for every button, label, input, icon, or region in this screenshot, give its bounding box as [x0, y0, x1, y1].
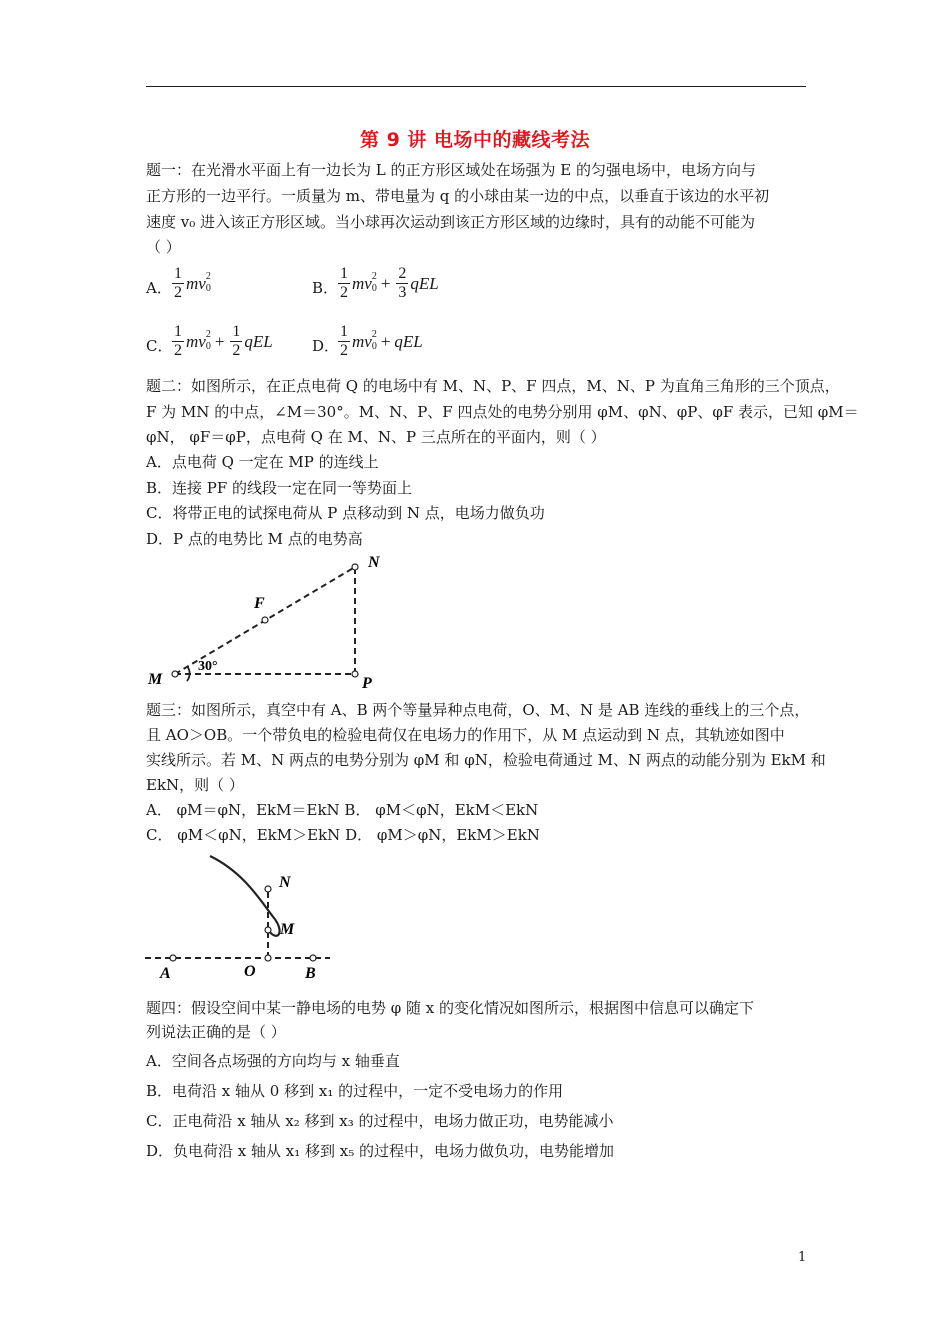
q1-line-3: 速度 v₀ 进入该正方形区域。当小球再次运动到该正方形区域的边缘时，具有的动能不可能为	[146, 213, 756, 231]
q2-option-a: A．点电荷 Q 一定在 MP 的连线上	[146, 453, 379, 471]
point-n	[265, 886, 271, 892]
q1-line-4: （ ）	[146, 238, 181, 256]
q4-line-2: 列说法正确的是（ ）	[146, 1023, 286, 1041]
q1-option-c-label: C．	[146, 337, 173, 355]
q3-options-ab: A． φM＝φN，EkM＝EkN B． φM＜φN，EkM＜EkN	[146, 801, 539, 819]
triangle-figure	[140, 550, 400, 690]
q3-line-2: 且 AO＞OB。一个带负电的检验电荷仅在电场力的作用下，从 M 点运动到 N 点，其轨迹如图中	[146, 726, 785, 744]
q3-line-1: 题三：如图所示，真空中有 A、B 两个等量异种点电荷，O、M、N 是 AB 连线的垂线上的三个点，	[146, 701, 810, 719]
label-n: N	[279, 874, 291, 891]
point-o	[265, 955, 271, 961]
point-f	[262, 617, 268, 623]
angle-label: 30°	[198, 659, 218, 674]
q2-option-d: D．P 点的电势比 M 点的电势高	[146, 530, 363, 548]
point-p	[352, 671, 358, 677]
header-rule	[146, 86, 806, 87]
label-o: O	[244, 963, 256, 980]
label-m: M	[148, 671, 163, 688]
point-m	[172, 671, 178, 677]
label-p: P	[362, 675, 372, 690]
label-f: F	[254, 595, 265, 612]
q1-option-c-expr: $\frac{1}{2}$ mv 2 0 + $\frac{1}{2}$ qEL	[174, 323, 273, 359]
q2-option-b: B．连接 PF 的线段一定在同一等势面上	[146, 479, 413, 497]
charges-figure	[140, 848, 350, 988]
q2-line-2: F 为 MN 的中点，∠M＝30°。M、N、P、F 四点处的电势分别用 φM、φN、φP、φF 表示，已知 φM＝	[146, 403, 859, 421]
q1-option-d-label: D．	[312, 337, 340, 355]
q1-line-2: 正方形的一边平行。一质量为 m、带电量为 q 的小球由某一边的中点，以垂直于该边的水平初	[146, 187, 770, 205]
q1-option-b-label: B．	[312, 279, 339, 297]
q2-line-3: φN， φF＝φP，点电荷 Q 在 M、N、P 三点所在的平面内，则（ ）	[146, 428, 606, 446]
q2-line-1: 题二：如图所示，在正点电荷 Q 的电场中有 M、N、P、F 四点，M、N、P 为直角三角形的三个顶点，	[146, 377, 840, 395]
q1-option-a-expr: $\frac{1}{2}$ mv 2 0	[174, 265, 211, 301]
q4-option-d: D．负电荷沿 x 轴从 x₁ 移到 x₅ 的过程中，电场力做负功，电势能增加	[146, 1142, 615, 1160]
point-n	[352, 564, 358, 570]
q4-option-b: B．电荷沿 x 轴从 0 移到 x₁ 的过程中，一定不受电场力的作用	[146, 1082, 564, 1100]
q4-option-c: C．正电荷沿 x 轴从 x₂ 移到 x₃ 的过程中，电场力做正功，电势能减小	[146, 1112, 614, 1130]
q1-option-d-expr: $\frac{1}{2}$ mv 2 0 + qEL	[340, 323, 423, 359]
label-b: B	[305, 965, 316, 982]
label-m: M	[280, 921, 295, 938]
q3-line-4: EkN，则（ ）	[146, 776, 244, 794]
q3-line-3: 实线所示。若 M、N 两点的电势分别为 φM 和 φN，检验电荷通过 M、N 两点的动能分别为 EkM 和	[146, 751, 826, 769]
q1-option-a-label: A．	[146, 279, 172, 297]
q1-line-1: 题一：在光滑水平面上有一边长为 L 的正方形区域处在场强为 E 的匀强电场中，电场方向与	[146, 161, 756, 179]
point-b	[310, 955, 316, 961]
q4-line-1: 题四：假设空间中某一静电场的电势 φ 随 x 的变化情况如图所示，根据图中信息可以确定下	[146, 999, 755, 1017]
point-m	[265, 927, 271, 933]
trajectory-curve	[210, 856, 280, 936]
label-n: N	[368, 554, 380, 571]
q3-options-cd: C． φM＜φN，EkM＞EkN D． φM＞φN，EkM＞EkN	[146, 826, 540, 844]
label-a: A	[160, 965, 171, 982]
q4-option-a: A．空间各点场强的方向均与 x 轴垂直	[146, 1052, 400, 1070]
q1-option-b-expr: $\frac{1}{2}$ mv 2 0 + $\frac{2}{3}$ qEL	[340, 265, 439, 301]
page-title: 第 9 讲 电场中的藏线考法	[359, 129, 591, 151]
q2-option-c: C．将带正电的试探电荷从 P 点移动到 N 点，电场力做负功	[146, 504, 545, 522]
point-a	[170, 955, 176, 961]
page-number: 1	[798, 1250, 807, 1265]
